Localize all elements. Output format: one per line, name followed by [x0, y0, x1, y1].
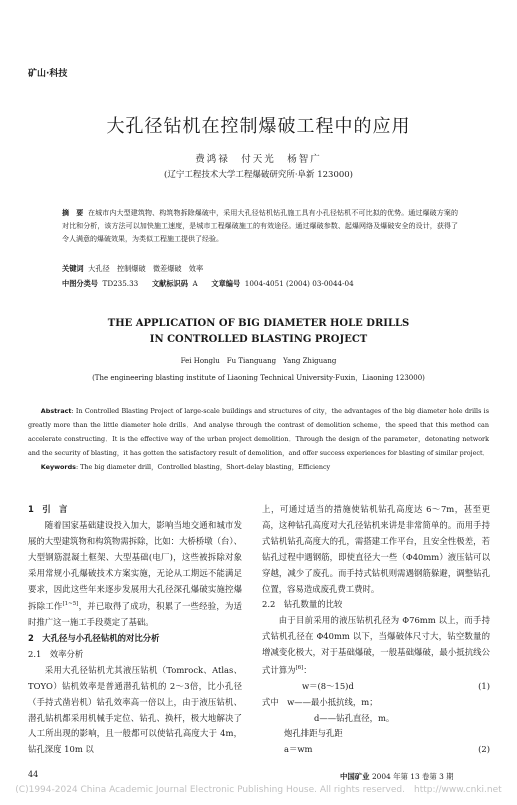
abstract-en-label: Abstract: [40, 407, 72, 415]
authors-cn: 费鸿禄 付天光 杨智广: [195, 154, 322, 165]
footer-volume: 年第 13 卷第 3 期: [393, 772, 454, 781]
equation-2-formula: a＝wm: [284, 744, 313, 755]
equation-2: [262, 742, 490, 758]
article-title-cn: 大孔径钻机在控制爆破工程中的应用: [106, 116, 411, 137]
authors-en: Fei Honglu Fu Tianguang Yang Zhiguang: [180, 357, 337, 365]
doc-code-value: A: [192, 279, 198, 288]
section-2-2-paragraph: [262, 613, 490, 678]
journal-section-tag: 矿山·科技: [28, 69, 68, 79]
footer-journal-name: 中国矿业: [340, 772, 370, 781]
section-2-2-colon: ：: [303, 664, 312, 675]
section-2-1-paragraph: 采用大孔径钻机尤其液压钻机（Tomrock、Atlas、TOYO）钻机效率是普通潜孔钻机的 2～3倍，比小孔径（手持式凿岩机）钻孔效率高一倍以上，由于液压钻机、潜孔钻机都采用机械手定位、钻孔、换杆，极大地解决了人工所出现的影响，且一般都可以使钻孔高度大于 4m，钻孔深度 10m 以: [28, 664, 242, 755]
copyright-watermark: (C)1994-2024 China Academic Journal Electronic Publishing House. All rights reserved. http://www.cnki.net: [15, 785, 502, 795]
equation-1-formula: w＝(8～15)d: [302, 680, 354, 691]
section-2-2-heading: 2.2 钻孔数量的比较: [262, 599, 343, 610]
citation-1-5: [1~5]: [62, 601, 79, 608]
doc-code-label: 文献标识码: [151, 279, 188, 288]
title-en-line-2: IN CONTROLLED BLASTING PROJECT: [149, 334, 368, 345]
clc-value: TD235.33: [102, 279, 139, 288]
abstract-cn-text: 在城市内大型建筑物、构筑物拆除爆破中，采用大孔径钻机钻孔施工具有小孔径钻机不可比拟的优势。通过爆破方案的对比和分析，该方法可以加快施工速度，是城市工程爆破施工的有效途径。通过爆破参数、起爆网络及爆破安全的设计，获得了令人满意的爆破效果，为类似工程施工提供了经验。: [62, 209, 459, 243]
abstract-cn-label: 摘 要: [62, 209, 84, 217]
section-2-1-heading: 2.1 效率分析: [28, 648, 84, 659]
keywords-en-label: Keywords: [40, 463, 76, 471]
section-1-paragraph: [28, 518, 242, 631]
article-no-value: 1004-4051 (2004) 03-0044-04: [244, 279, 354, 288]
footer-year: 2004: [371, 772, 391, 781]
section-2-heading: 2 大孔径与小孔径钻机的对比分析: [28, 633, 160, 644]
body-right-column: [262, 502, 490, 758]
journal-footer: [340, 771, 454, 782]
equation-1-where-2: d——钻孔直径，m。: [314, 712, 395, 723]
abstract-en-text: : In Controlled Blasting Project of large-scale buildings and structures of city，the advantages of the big diameter hole drills is greatly more than the little diameter hole drills．And analyse through the contrast of demolition scheme，the speed that this method can accelerate constructing．It is the effective way of the urban project demolition．Through the design of the parameter，detonating network and the security of blasting，it has gotten the satisfactory result of demolition，and offer success experiences for blasting of similar project．: [28, 407, 489, 457]
equation-1-number: (1): [478, 680, 490, 691]
abstract-en: [28, 404, 489, 474]
affiliation-en: (The engineering blasting institute of Liaoning Technical University·Fuxin，Liaoning 123000): [92, 374, 425, 382]
abstract-cn: [62, 207, 458, 246]
section-2-2-text: 由于目前采用的液压钻机孔径为 Φ76mm 以上，而手持式钻机孔径在 Φ40mm 以下，当爆破体尺寸大，钻空数量的增减变化极大，对于基础爆破，一般基础爆破，最小抵抗线公式计算为: [262, 615, 490, 675]
equation-1: [262, 679, 490, 695]
article-title-en: [0, 316, 517, 348]
section-1-heading: 1 引 言: [28, 504, 68, 514]
equation-1-where-1: 式中 w——最小抵抗线，m；: [262, 696, 378, 707]
keywords-cn-text: 大孔径 控制爆破 微差爆破 效率: [88, 264, 204, 273]
section-1-text-a: 随着国家基础建设投入加大，影响当地交通和城市发展的大型建筑物和构筑物需拆除，比如：大桥桥墩（台）、大型钢筋混凝土框架、大型基础(电厂)，这些被拆除对象采用常规小孔爆破技术方案实施，无论从工期远不能满足要求，因此这些年来逐步发展用大孔径深孔爆破实施控爆拆除工作: [28, 519, 242, 612]
section-1-text-b: ，并已取得了成功，积累了一些经验，为适时推广这一施工手段奠定了基础。: [28, 601, 243, 628]
citation-6: [6]: [295, 665, 304, 672]
classification-row: [62, 279, 354, 289]
clc-label: 中图分类号: [62, 279, 98, 288]
spacing-heading: 炮孔排距与孔距: [284, 728, 343, 739]
section-2-1-continued: 上，可通过适当的措施使钻机钻孔高度达 6～7m，甚至更高，这种钻孔高度对大孔径钻机来讲是非常简单的。而用手持式钻机钻孔高度大的孔，需搭建工作平台，且安全性极差，若钻孔过程中遇钢筋，即使直径大一些（Φ40mm）液压钻可以穿越，减少了废孔。而手持式钻机则需遇钢筋躲避，调整钻孔位置，容易造成废孔费工费时。: [262, 504, 490, 594]
affiliation-cn: (辽宁工程技术大学工程爆破研究所·阜新 123000): [164, 170, 353, 180]
article-no-label: 文章编号: [211, 279, 241, 288]
equation-2-number: (2): [478, 744, 490, 755]
title-en-line-1: THE APPLICATION OF BIG DIAMETER HOLE DRILLS: [107, 318, 410, 329]
page-number: 44: [28, 770, 39, 779]
keywords-cn: [62, 264, 203, 274]
body-left-column: [28, 502, 242, 758]
keywords-en-text: : The big diameter drill，Controlled blasting，Short-delay blasting，Efficiency: [75, 463, 331, 471]
keywords-cn-label: 关键词: [62, 264, 84, 273]
